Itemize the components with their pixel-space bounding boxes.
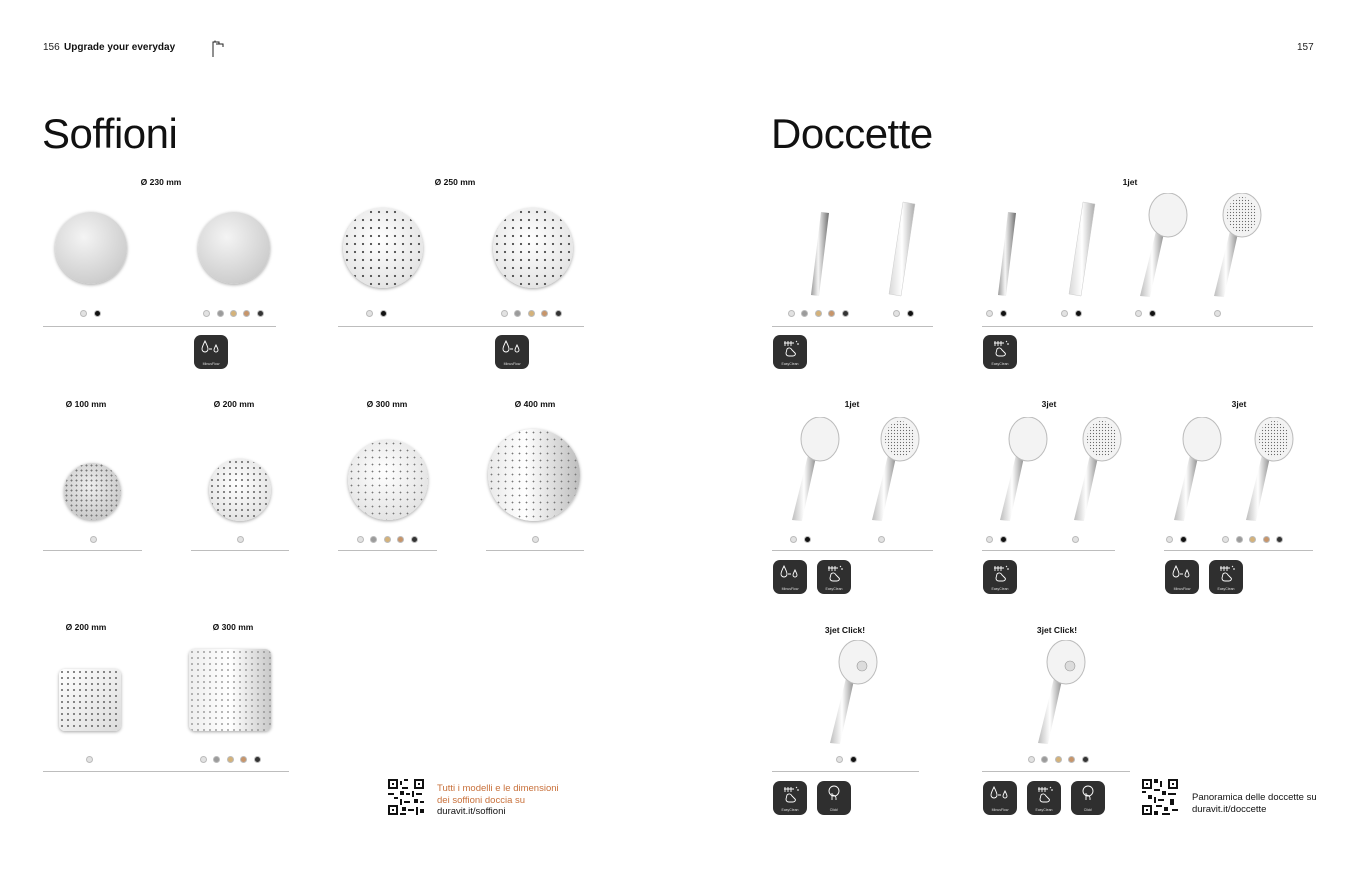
finish-gold-dot — [1055, 756, 1062, 763]
click-label: Click! — [829, 808, 839, 812]
size-label: Ø 250 mm — [434, 177, 476, 187]
handshower-1jet-image — [786, 417, 846, 523]
divider — [338, 326, 584, 327]
rainshower-round-230-image — [198, 212, 270, 284]
finish-chrome-dot — [86, 756, 93, 763]
divider — [772, 550, 933, 551]
finish-black-dot — [804, 536, 811, 543]
stick-handshower-square-image — [1065, 200, 1097, 300]
finish-graphite-dot — [1082, 756, 1089, 763]
soffioni-footer-text — [437, 783, 559, 818]
rainshower-square-300-image — [189, 649, 271, 731]
finish-bronze-dot — [397, 536, 404, 543]
finish-stainless-dot — [514, 310, 521, 317]
easyclean-label: EasyClean — [1035, 808, 1053, 812]
size-label: Ø 100 mm — [65, 399, 107, 409]
handshower-1jet-image — [1134, 193, 1194, 299]
easyclean-badge — [1209, 560, 1243, 594]
size-label: Ø 400 mm — [514, 399, 556, 409]
handshower-3jet-image — [994, 417, 1054, 523]
finish-graphite-dot — [257, 310, 264, 317]
minusflow-icon — [780, 564, 800, 580]
minusflow-badge — [773, 560, 807, 594]
finish-chrome-dot — [237, 536, 244, 543]
finish-graphite-dot — [1276, 536, 1283, 543]
minusflow-badge — [194, 335, 228, 369]
finish-chrome-dot — [986, 536, 993, 543]
minusflow-label: MinusFlow — [1173, 587, 1191, 591]
finish-black-dot — [380, 310, 387, 317]
finish-black-dot — [1000, 536, 1007, 543]
finish-stainless-dot — [1041, 756, 1048, 763]
click-label: Click! — [1083, 808, 1093, 812]
easyclean-badge — [817, 560, 851, 594]
left-page-title: Upgrade your everyday — [64, 42, 176, 53]
finish-graphite-dot — [555, 310, 562, 317]
easyclean-label: EasyClean — [991, 362, 1009, 366]
finish-chrome-dot — [986, 310, 993, 317]
easyclean-icon — [824, 564, 844, 582]
handshower-3jet-image — [1068, 417, 1128, 523]
size-label: Ø 300 mm — [366, 399, 408, 409]
finish-black-dot — [850, 756, 857, 763]
finish-gold-dot — [227, 756, 234, 763]
handshower-3jet-click-image — [824, 640, 884, 746]
footer-line: Tutti i modelli e le dimensioni — [437, 783, 559, 794]
finish-chrome-dot — [203, 310, 210, 317]
easyclean-badge — [773, 335, 807, 369]
right-page-number: 157 — [1297, 42, 1314, 53]
finish-black-dot — [1149, 310, 1156, 317]
finish-bronze-dot — [1068, 756, 1075, 763]
finish-graphite-dot — [411, 536, 418, 543]
click-icon — [824, 785, 844, 803]
rainshower-round-230-image — [55, 212, 127, 284]
model-label: 3jet — [1041, 399, 1057, 409]
rainshower-round-400-image — [488, 429, 580, 521]
easyclean-icon — [1034, 785, 1054, 803]
easyclean-icon — [1216, 564, 1236, 582]
size-label: Ø 200 mm — [213, 399, 255, 409]
finish-bronze-dot — [828, 310, 835, 317]
finish-chrome-dot — [1222, 536, 1229, 543]
finish-chrome-dot — [200, 756, 207, 763]
model-label: 1jet — [1122, 177, 1138, 187]
finish-chrome-dot — [1072, 536, 1079, 543]
doccette-link[interactable]: duravit.it/doccette — [1192, 803, 1267, 815]
easyclean-label: EasyClean — [825, 587, 843, 591]
easyclean-badge — [983, 560, 1017, 594]
faucet-icon — [211, 40, 225, 58]
finish-black-dot — [94, 310, 101, 317]
handshower-1jet-image — [866, 417, 926, 523]
easyclean-icon — [990, 564, 1010, 582]
minusflow-icon — [201, 339, 221, 355]
easyclean-label: EasyClean — [1217, 587, 1235, 591]
easyclean-icon — [780, 339, 800, 357]
finish-gold-dot — [384, 536, 391, 543]
finish-bronze-dot — [541, 310, 548, 317]
finish-chrome-dot — [836, 756, 843, 763]
finish-black-dot — [1000, 310, 1007, 317]
size-label: Ø 300 mm — [212, 622, 254, 632]
stick-handshower-round-image — [805, 208, 833, 300]
finish-gold-dot — [1249, 536, 1256, 543]
finish-stainless-dot — [1236, 536, 1243, 543]
minusflow-badge — [495, 335, 529, 369]
finish-graphite-dot — [254, 756, 261, 763]
size-label: Ø 230 mm — [140, 177, 182, 187]
divider — [43, 550, 142, 551]
page-title-doccette: Doccette — [771, 110, 933, 157]
footer-line: dei soffioni doccia su — [437, 794, 526, 806]
divider — [191, 550, 289, 551]
finish-chrome-dot — [790, 536, 797, 543]
divider — [338, 550, 437, 551]
rainshower-round-200-image — [209, 459, 271, 521]
finish-chrome-dot — [1061, 310, 1068, 317]
handshower-1jet-image — [1208, 193, 1268, 299]
divider — [43, 771, 289, 772]
finish-chrome-dot — [80, 310, 87, 317]
easyclean-label: EasyClean — [991, 587, 1009, 591]
minusflow-label: MinusFlow — [202, 362, 220, 366]
minusflow-label: MinusFlow — [781, 587, 799, 591]
easyclean-icon — [780, 785, 800, 803]
page-title-soffioni: Soffioni — [42, 110, 178, 157]
model-label: 3jet Click! — [824, 625, 866, 635]
model-label: 3jet — [1231, 399, 1247, 409]
size-label: Ø 200 mm — [65, 622, 107, 632]
rainshower-round-100-image — [64, 463, 121, 520]
finish-chrome-dot — [1166, 536, 1173, 543]
finish-black-dot — [907, 310, 914, 317]
finish-bronze-dot — [1263, 536, 1270, 543]
rainshower-round-300-image — [348, 440, 428, 520]
click-badge — [817, 781, 851, 815]
minusflow-icon — [990, 785, 1010, 801]
stick-handshower-round-image — [992, 208, 1020, 300]
left-page-number: 156 — [43, 42, 60, 53]
easyclean-icon — [990, 339, 1010, 357]
soffioni-link[interactable]: duravit.it/soffioni — [437, 806, 506, 817]
finish-chrome-dot — [501, 310, 508, 317]
qr-code-soffioni[interactable] — [388, 779, 424, 815]
divider — [486, 550, 584, 551]
divider — [43, 326, 276, 327]
finish-gold-dot — [815, 310, 822, 317]
minusflow-badge — [983, 781, 1017, 815]
qr-code-icon — [1142, 779, 1178, 815]
finish-stainless-dot — [801, 310, 808, 317]
divider — [772, 326, 933, 327]
divider — [982, 326, 1313, 327]
finish-chrome-dot — [1135, 310, 1142, 317]
divider — [772, 771, 919, 772]
click-badge — [1071, 781, 1105, 815]
divider — [982, 550, 1115, 551]
easyclean-label: EasyClean — [781, 808, 799, 812]
finish-stainless-dot — [217, 310, 224, 317]
rainshower-round-250-image — [493, 208, 573, 288]
doccette-footer-text — [1192, 792, 1317, 815]
divider — [1164, 550, 1313, 551]
finish-gold-dot — [528, 310, 535, 317]
divider — [982, 771, 1130, 772]
finish-stainless-dot — [370, 536, 377, 543]
finish-chrome-dot — [1028, 756, 1035, 763]
finish-chrome-dot — [357, 536, 364, 543]
handshower-3jet-click-image — [1032, 640, 1092, 746]
easyclean-badge — [773, 781, 807, 815]
easyclean-label: EasyClean — [781, 362, 799, 366]
rainshower-square-200-image — [59, 669, 121, 731]
qr-code-doccette[interactable] — [1142, 779, 1178, 815]
easyclean-badge — [983, 335, 1017, 369]
minusflow-label: MinusFlow — [991, 808, 1009, 812]
minusflow-label: MinusFlow — [503, 362, 521, 366]
minusflow-icon — [502, 339, 522, 355]
finish-bronze-dot — [240, 756, 247, 763]
rainshower-round-250-image — [343, 208, 423, 288]
footer-line: Panoramica delle doccette su — [1192, 792, 1317, 803]
handshower-3jet-image — [1168, 417, 1228, 523]
finish-chrome-dot — [1214, 310, 1221, 317]
finish-chrome-dot — [532, 536, 539, 543]
minusflow-badge — [1165, 560, 1199, 594]
finish-stainless-dot — [213, 756, 220, 763]
finish-chrome-dot — [893, 310, 900, 317]
stick-handshower-square-image — [885, 200, 917, 300]
finish-chrome-dot — [90, 536, 97, 543]
model-label: 1jet — [844, 399, 860, 409]
model-label: 3jet Click! — [1036, 625, 1078, 635]
finish-black-dot — [1075, 310, 1082, 317]
handshower-3jet-image — [1240, 417, 1300, 523]
qr-code-icon — [388, 779, 424, 815]
finish-chrome-dot — [788, 310, 795, 317]
finish-chrome-dot — [366, 310, 373, 317]
finish-black-dot — [1180, 536, 1187, 543]
finish-graphite-dot — [842, 310, 849, 317]
finish-chrome-dot — [878, 536, 885, 543]
minusflow-icon — [1172, 564, 1192, 580]
finish-gold-dot — [230, 310, 237, 317]
easyclean-badge — [1027, 781, 1061, 815]
finish-bronze-dot — [243, 310, 250, 317]
click-icon — [1078, 785, 1098, 803]
